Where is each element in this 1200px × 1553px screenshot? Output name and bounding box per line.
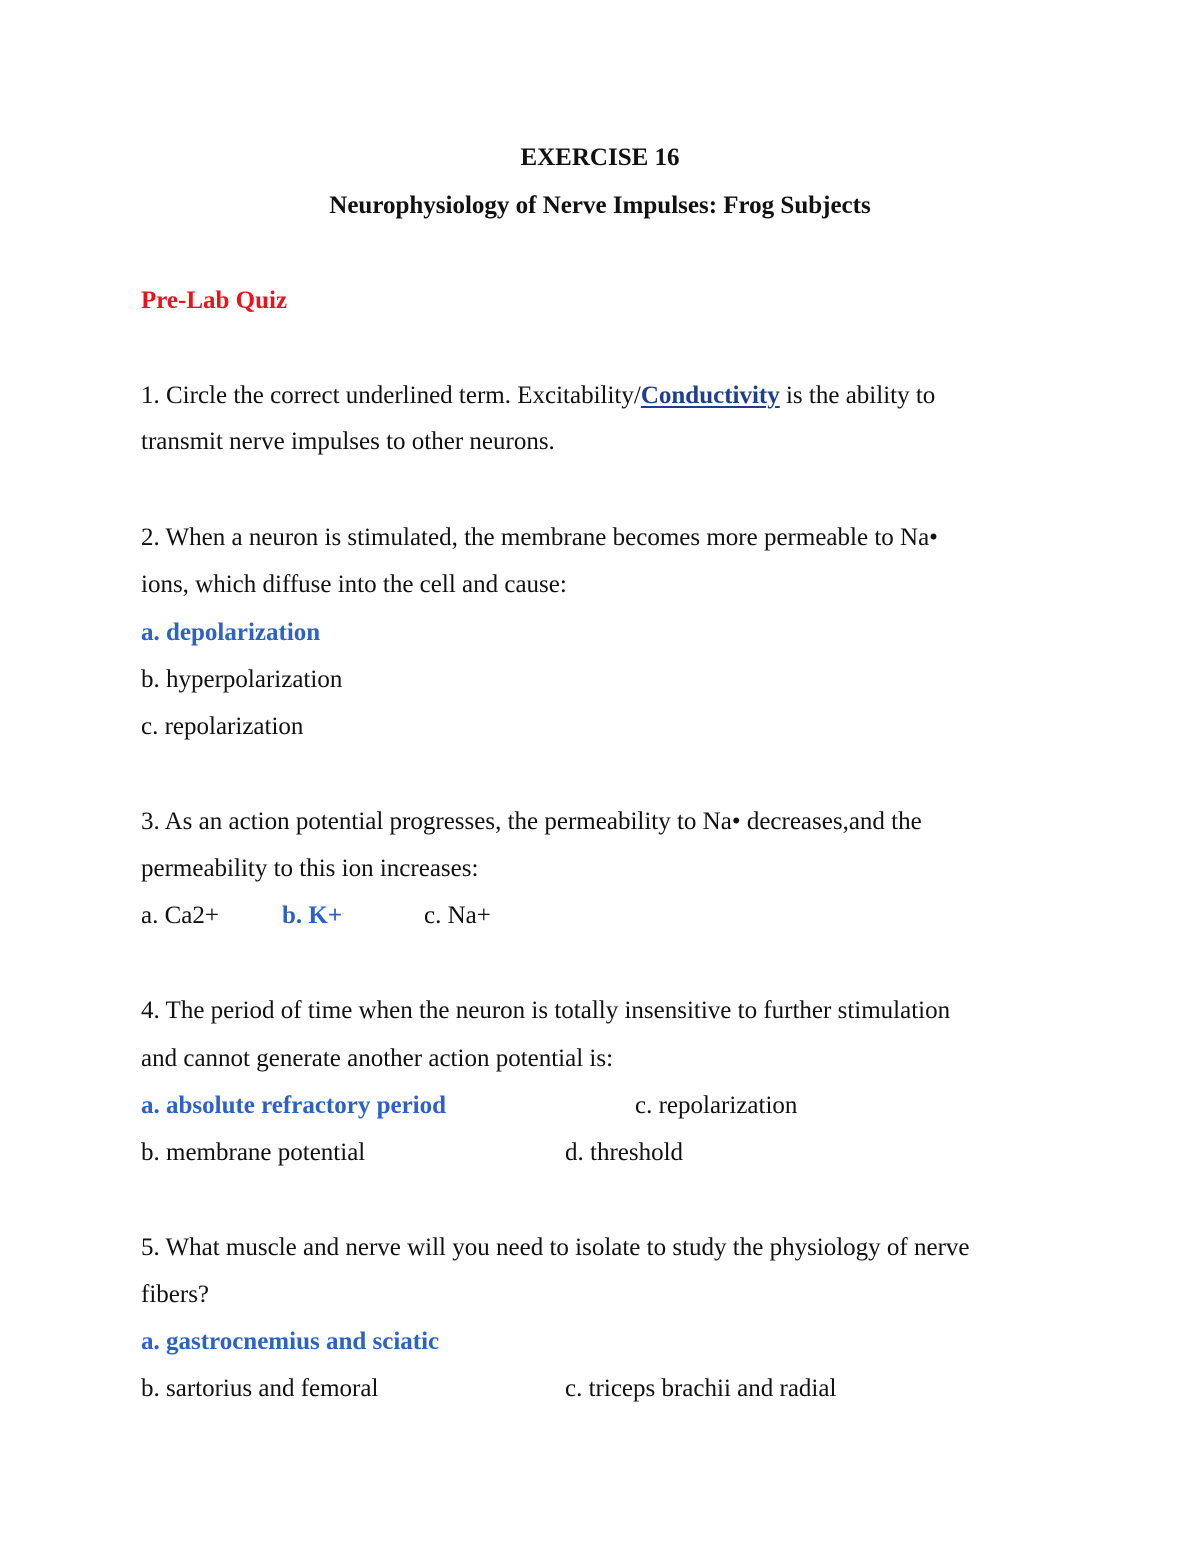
exercise-number: EXERCISE 16 [520, 144, 680, 171]
question-4-option-a: a. absolute refractory period [141, 1092, 447, 1119]
question-4-option-b: b. membrane potential [141, 1139, 366, 1166]
question-1-prefix: 1. Circle the correct underlined term. Excitability/ [141, 382, 641, 409]
section-heading: Pre-Lab Quiz [141, 287, 288, 314]
question-3-option-b: b. K+ [282, 902, 343, 929]
question-5-option-b: b. sartorius and femoral [141, 1375, 379, 1402]
question-4-option-d: d. threshold [565, 1139, 684, 1166]
question-3-option-c: c. Na+ [424, 902, 491, 929]
question-5-line-2: fibers? [141, 1281, 210, 1308]
question-3-line-1: 3. As an action potential progresses, the permeability to Na• decreases,and the [141, 808, 922, 835]
question-1-suffix: is the ability to [779, 382, 936, 409]
question-3-option-a: a. Ca2+ [141, 902, 219, 929]
question-4-option-c: c. repolarization [635, 1092, 798, 1119]
question-2-line-2: ions, which diffuse into the cell and cause: [141, 571, 567, 598]
question-4-line-1: 4. The period of time when the neuron is totally insensitive to further stimulation [141, 997, 951, 1024]
question-5-option-a: a. gastrocnemius and sciatic [141, 1328, 440, 1355]
question-1-line-2: transmit nerve impulses to other neurons. [141, 428, 555, 455]
question-3-line-2: permeability to this ion increases: [141, 855, 479, 882]
question-5-line-1: 5. What muscle and nerve will you need to isolate to study the physiology of nerve [141, 1234, 970, 1261]
question-1-answer: Conductivity [640, 382, 780, 409]
question-2-option-c: c. repolarization [141, 713, 304, 740]
question-5-option-c: c. triceps brachii and radial [565, 1375, 837, 1402]
question-2-line-1: 2. When a neuron is stimulated, the membrane becomes more permeable to Na• [141, 524, 938, 551]
question-4-line-2: and cannot generate another action potential is: [141, 1045, 614, 1072]
document-title: Neurophysiology of Nerve Impulses: Frog Subjects [329, 192, 871, 219]
question-1-line-1 [141, 381, 935, 411]
question-2-option-a: a. depolarization [141, 619, 321, 646]
question-2-option-b: b. hyperpolarization [141, 666, 343, 693]
